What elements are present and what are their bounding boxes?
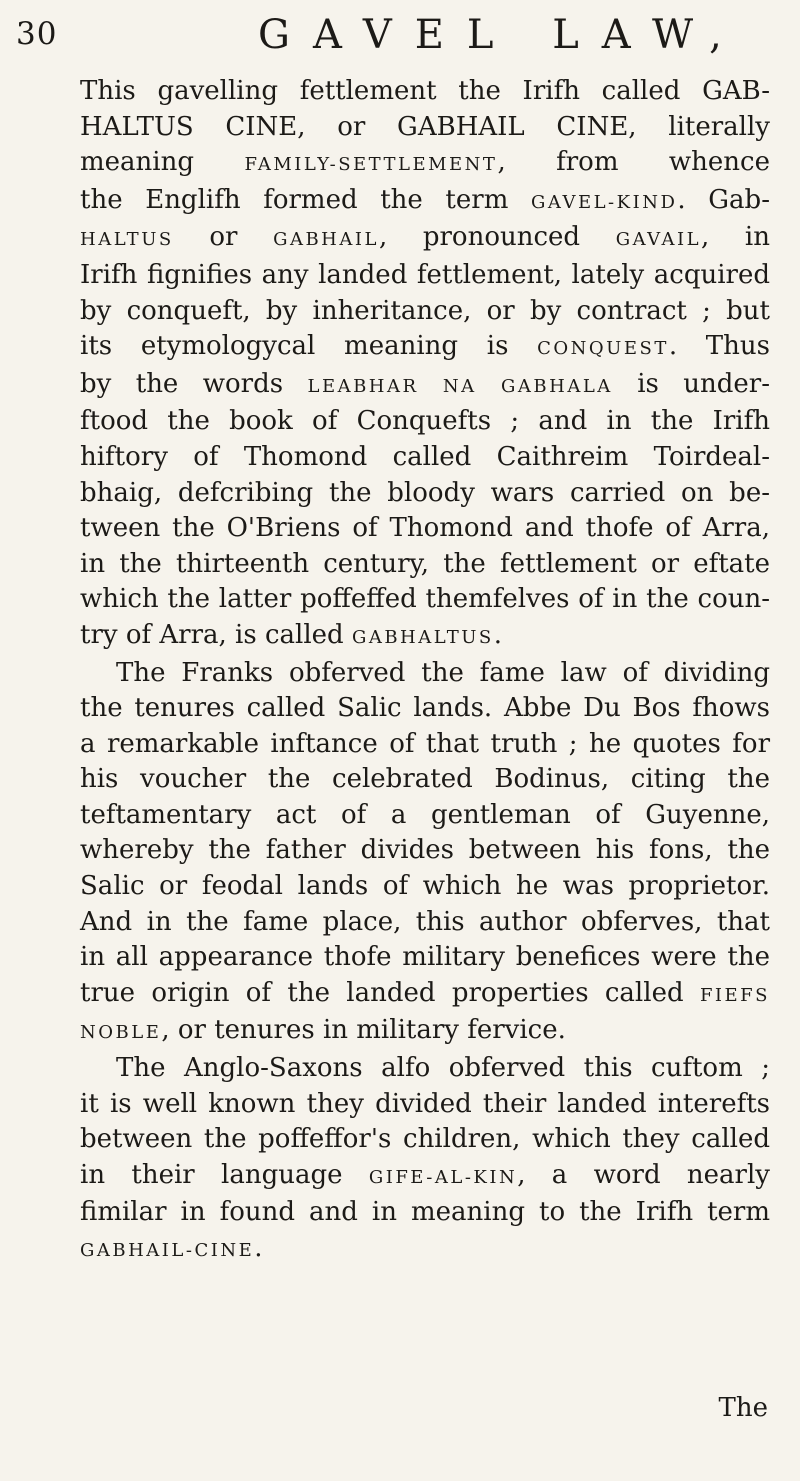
small-caps-term: GIFE-AL-KIN (368, 1166, 518, 1188)
text-line (80, 404, 770, 440)
text-run: . (493, 619, 503, 650)
text-run: in the thirteenth century, the fettlement or eftate (80, 548, 770, 579)
text-run: try of Arra, is called (80, 619, 352, 650)
text-run: And in the fame place, this author obferves, that (80, 906, 770, 937)
text-run: The Franks obferved the fame law of dividing (116, 657, 770, 688)
small-caps-term: NOBLE (80, 1022, 162, 1044)
running-head: GAVEL LAW, (258, 12, 745, 58)
text-line (80, 582, 770, 618)
text-line (80, 656, 770, 692)
text-run: is under- (612, 368, 771, 399)
small-caps-term: GAVAIL (615, 229, 702, 251)
text-line (80, 976, 770, 1014)
text-line (80, 905, 770, 941)
small-caps-term: GABHAIL-CINE (80, 1240, 255, 1261)
text-line (80, 329, 770, 367)
text-line (80, 691, 770, 727)
text-run: fimilar in found and in meaning to the Irifh term (80, 1197, 770, 1228)
text-line (80, 1158, 770, 1196)
text-run: teftamentary act of a gentleman of Guyenne, (80, 799, 770, 830)
text-run: , in (701, 222, 770, 253)
small-caps-term: HALTUS (80, 229, 174, 251)
small-caps-term: GABHAIL (273, 229, 379, 251)
text-line (80, 220, 770, 258)
text-line (80, 1051, 770, 1087)
text-line (80, 727, 770, 763)
text-run: This gavelling fettlement the Irifh called GAB- (80, 76, 770, 106)
text-run: which the latter poffeffed themfelves of in the coun- (80, 584, 770, 615)
text-line (80, 1087, 770, 1123)
text-run: the tenures called Salic lands. Abbe Du Bos fhows (80, 693, 770, 724)
text-run: a remarkable inftance of that truth ; he quotes for (80, 728, 770, 759)
text-run: in all appearance thofe military benefices were the (80, 942, 770, 973)
text-line (80, 547, 770, 583)
text-run: whereby the father divides between his fons, the (80, 835, 770, 866)
text-run: the Englifh formed the term (80, 184, 531, 215)
text-line (80, 798, 770, 834)
text-run: bhaig, defcribing the bloody wars carried on be- (80, 477, 770, 508)
text-run: by conqueft, by inheritance, or by contract ; but (80, 295, 770, 326)
text-run: , from whence (497, 147, 771, 178)
text-run: his voucher the celebrated Bodinus, citing the (80, 764, 770, 795)
text-line (80, 1122, 770, 1158)
text-run: or (173, 222, 274, 253)
text-line (80, 511, 770, 547)
text-line (80, 110, 770, 146)
text-line (80, 1013, 770, 1051)
text-run: . (254, 1233, 263, 1263)
text-line (80, 145, 770, 183)
text-run: meaning (80, 147, 245, 178)
body-text (80, 74, 770, 1269)
text-line (80, 833, 770, 869)
text-run: , pronounced (378, 222, 616, 253)
text-run: true origin of the landed properties called (80, 977, 700, 1008)
text-line (80, 294, 770, 330)
catchword: The (718, 1393, 768, 1423)
text-run: HALTUS CINE, or GABHAIL CINE, literally (80, 111, 770, 142)
text-line (80, 762, 770, 798)
text-run: The Anglo-Saxons alfo obferved this cuftom ; (116, 1053, 770, 1084)
small-caps-term: CONQUEST (537, 338, 669, 360)
small-caps-term: GABHALTUS (351, 626, 494, 648)
text-run: . Thus (668, 331, 770, 362)
text-run: ftood the book of Conquefts ; and in the Irifh (80, 406, 770, 437)
text-line (80, 1231, 770, 1269)
text-run: . Gab- (677, 184, 770, 215)
text-run: by the words (80, 368, 308, 399)
text-line (80, 440, 770, 476)
small-caps-term: FIEFS (699, 984, 770, 1006)
text-run: , or tenures in military fervice. (161, 1015, 566, 1046)
small-caps-term: LEABHAR NA GABHALA (307, 375, 613, 397)
text-line (80, 367, 770, 405)
text-line (80, 74, 770, 110)
text-line (80, 869, 770, 905)
text-run: it is well known they divided their landed interefts (80, 1088, 770, 1119)
text-run: hiftory of Thomond called Caithreim Toirdeal- (80, 441, 770, 472)
text-run: Salic or feodal lands of which he was proprietor. (80, 871, 770, 902)
small-caps-term: FAMILY-SETTLEMENT (244, 154, 498, 176)
text-line (80, 618, 770, 656)
page-number: 30 (16, 16, 58, 52)
text-run: tween the O'Briens of Thomond and thofe of Arra, (80, 513, 770, 544)
text-run: Irifh fignifies any landed fettlement, lately acquired (80, 259, 770, 290)
text-run: between the poffeffor's children, which they called (80, 1124, 770, 1155)
text-run: its etymologycal meaning is (80, 331, 538, 362)
small-caps-term: GAVEL-KIND (530, 191, 678, 213)
text-line (80, 476, 770, 512)
text-line (80, 183, 770, 221)
text-run: , a word nearly (517, 1159, 770, 1190)
text-run: in their language (80, 1159, 369, 1190)
text-line (80, 1195, 770, 1231)
text-line (80, 258, 770, 294)
text-line (80, 940, 770, 976)
